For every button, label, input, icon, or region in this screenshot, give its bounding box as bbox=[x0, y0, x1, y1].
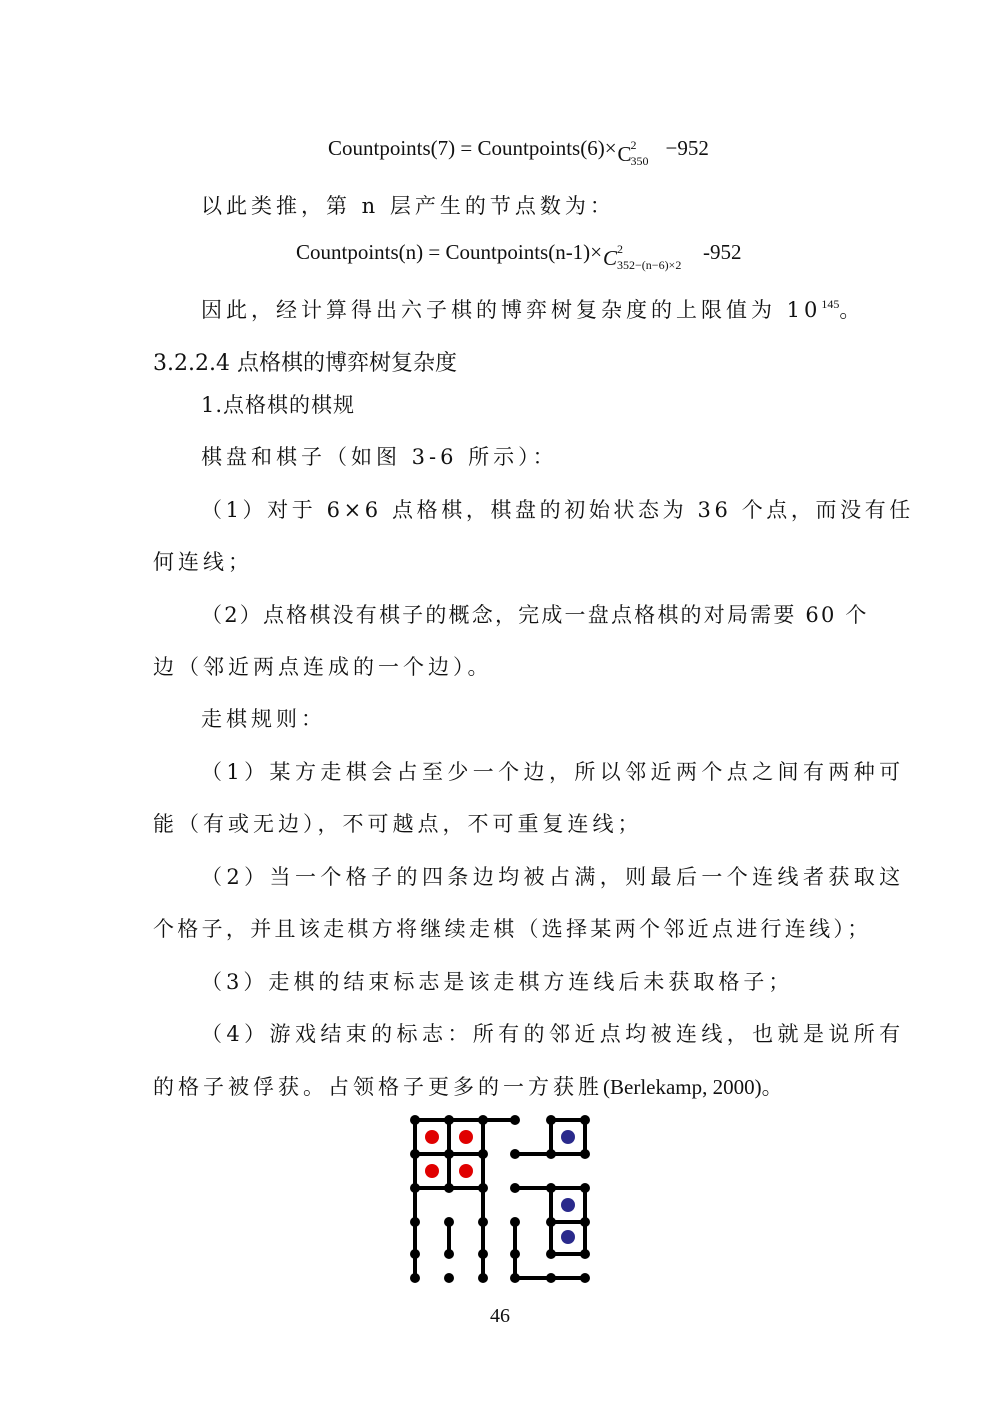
formula2-sub: 352−(n−6)×2 bbox=[617, 258, 682, 272]
formula2-c: C bbox=[603, 246, 618, 270]
para2-end: 。 bbox=[839, 298, 865, 322]
edges bbox=[415, 1120, 585, 1278]
formula2-sup: 2 bbox=[617, 242, 624, 256]
page-number: 46 bbox=[490, 1305, 510, 1327]
item-rules-title: 1.点格棋的棋规 bbox=[201, 393, 356, 417]
move-intro: 走棋规则： bbox=[201, 707, 326, 731]
formula1-sup: 2 bbox=[630, 138, 637, 152]
formula2-lhs: Countpoints(n) = Countpoints(n-1) bbox=[296, 240, 591, 264]
blue-box-marker bbox=[561, 1198, 575, 1212]
formula-countpoints-7 bbox=[328, 136, 709, 168]
board-rule-1b: 何连线； bbox=[153, 550, 253, 574]
formula1-sub: 350 bbox=[630, 154, 649, 168]
formula1-times: × bbox=[604, 136, 617, 160]
para2-sup: 145 bbox=[821, 297, 840, 311]
blue-box-marker bbox=[561, 1230, 575, 1244]
move4-end: 。 bbox=[761, 1075, 787, 1099]
citation: (Berlekamp, 2000) bbox=[603, 1075, 762, 1099]
para2-text: 因此，经计算得出六子棋的博弈树复杂度的上限值为 10 bbox=[201, 298, 822, 322]
formula1-c: C bbox=[617, 142, 632, 166]
move-rule-2b: 个格子，并且该走棋方将继续走棋（选择某两个邻近点进行连线）； bbox=[153, 917, 872, 941]
board-rule-1a: （1）对于 6×6 点格棋，棋盘的初始状态为 36 个点，而没有任 bbox=[201, 498, 914, 522]
dots-and-boxes-figure bbox=[405, 1112, 599, 1290]
formula1-minus: − bbox=[665, 136, 678, 160]
board-rule-2b: 边（邻近两点连成的一个边）。 bbox=[153, 655, 493, 679]
move-rule-4b bbox=[153, 1071, 787, 1101]
blue-box-marker bbox=[561, 1130, 575, 1144]
para-analogy: 以此类推，第 n 层产生的节点数为： bbox=[201, 194, 615, 218]
red-box-marker bbox=[459, 1130, 473, 1144]
formula1-tail: 952 bbox=[677, 136, 709, 160]
board-rule-2a: （2）点格棋没有棋子的概念，完成一盘点格棋的对局需要 60 个 bbox=[201, 603, 869, 627]
red-box-marker bbox=[459, 1164, 473, 1178]
move-rule-2a: （2）当一个格子的四条边均被占满，则最后一个连线者获取这 bbox=[201, 865, 905, 889]
formula-countpoints-n bbox=[296, 240, 742, 272]
red-box-marker bbox=[425, 1130, 439, 1144]
section-heading: 3.2.2.4 点格棋的博弈树复杂度 bbox=[153, 351, 457, 376]
board-intro: 棋盘和棋子（如图 3-6 所示）： bbox=[201, 445, 558, 469]
move-rule-4a: （4）游戏结束的标志：所有的邻近点均被连线，也就是说所有 bbox=[201, 1022, 905, 1046]
move-rule-3: （3）走棋的结束标志是该走棋方连线后未获取格子； bbox=[201, 970, 794, 994]
move4-text: 的格子被俘获。占领格子更多的一方获胜 bbox=[153, 1075, 603, 1099]
red-box-marker bbox=[425, 1164, 439, 1178]
formula2-tail: -952 bbox=[703, 240, 742, 264]
para-upper-bound bbox=[201, 294, 864, 324]
move-rule-1a: （1）某方走棋会占至少一个边，所以邻近两个点之间有两种可 bbox=[201, 760, 905, 784]
formula2-times: × bbox=[590, 240, 603, 264]
move-rule-1b: 能（有或无边），不可越点，不可重复连线； bbox=[153, 812, 643, 836]
formula1-lhs: Countpoints(7) = Countpoints(6) bbox=[328, 136, 605, 160]
